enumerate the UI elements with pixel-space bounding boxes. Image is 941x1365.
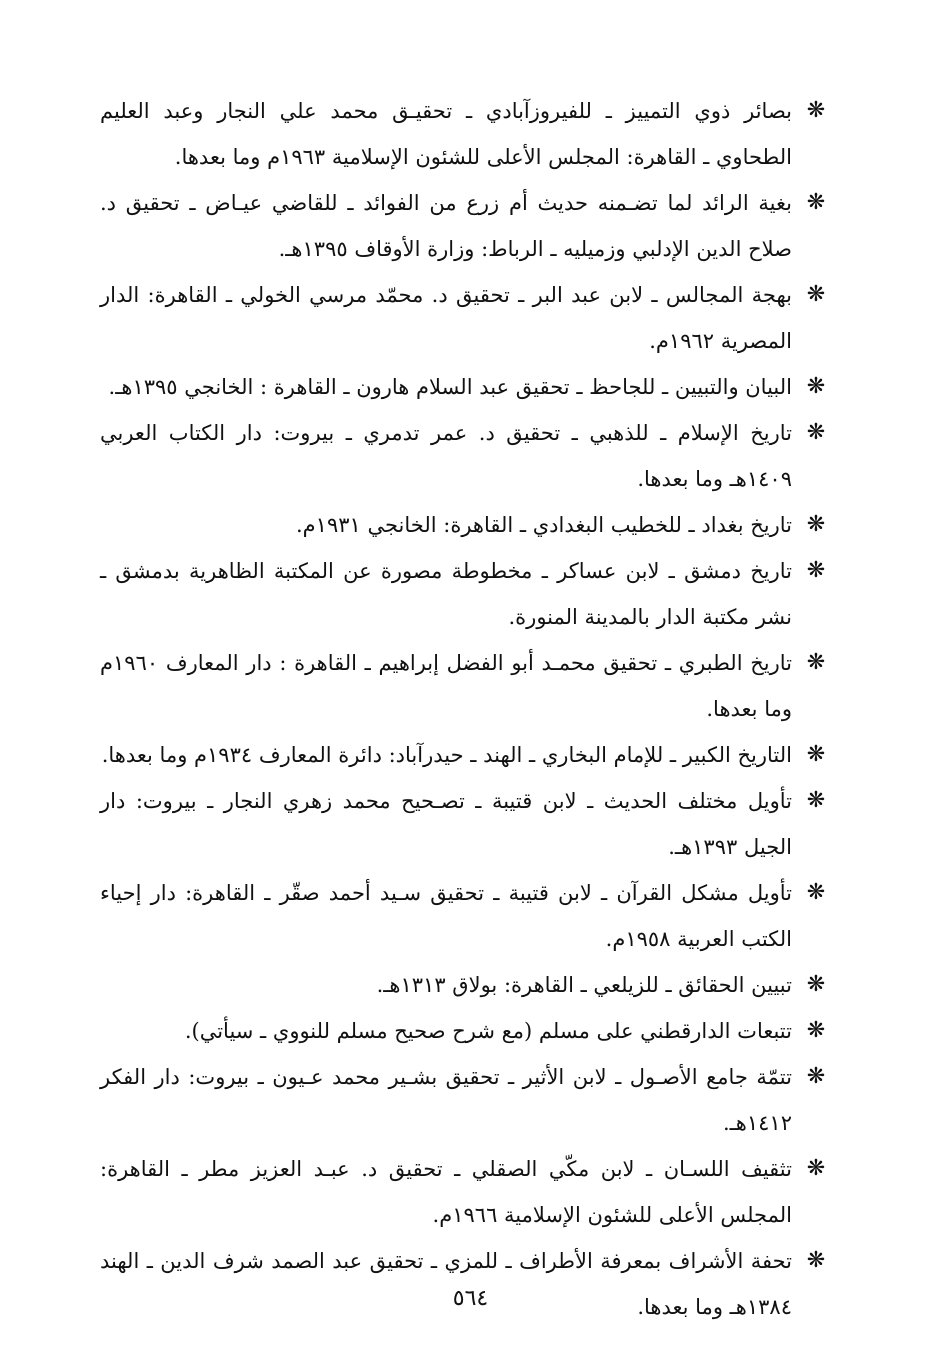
bibliography-list (100, 88, 828, 1330)
entry-text: البيان والتبيين ـ للجاحظ ـ تحقيق عبد السلام هارون ـ القاهرة : الخانجي ١٣٩٥هـ. (108, 375, 792, 399)
asterisk-bullet-icon: ❋ (806, 512, 826, 537)
bibliography-entry (100, 180, 828, 272)
asterisk-bullet-icon: ❋ (806, 282, 826, 307)
page-number: ٥٦٤ (452, 1286, 489, 1311)
entry-text: بغية الرائد لما تضـمنه حديث أم زرع من الفوائد ـ للقاضي عيـاض ـ تحقيق د. صلاح الدين الإدلبي وزميليه ـ الرباط: وزارة الأوقاف ١٣٩٥هـ. (100, 191, 792, 261)
asterisk-bullet-icon: ❋ (806, 972, 826, 997)
bibliography-entry (100, 410, 828, 502)
entry-text: تتبعات الدارقطني على مسلم (مع شرح صحيح مسلم للنووي ـ سيأتي). (184, 1019, 792, 1043)
asterisk-bullet-icon: ❋ (806, 880, 826, 905)
asterisk-bullet-icon: ❋ (806, 1018, 826, 1043)
bibliography-entry (100, 1146, 828, 1238)
entry-text: تأويل مشكل القرآن ـ لابن قتيبة ـ تحقيق سـيد أحمد صقّر ـ القاهرة: دار إحياء الكتب العربية ١٩٥٨م. (100, 881, 792, 951)
entry-text: تثقيف اللسـان ـ لابن مكّي الصقلي ـ تحقيق د. عبـد العزيز مطر ـ القاهرة: المجلس الأعلى للشئون الإسلامية ١٩٦٦م. (100, 1157, 792, 1227)
bibliography-entry (100, 1238, 828, 1330)
entry-text: تتمّة جامع الأصـول ـ لابن الأثير ـ تحقيق بشـير محمد عـيون ـ بيروت: دار الفكر ١٤١٢هـ. (100, 1065, 792, 1135)
bibliography-entry (100, 88, 828, 180)
bibliography-entry (100, 1054, 828, 1146)
asterisk-bullet-icon: ❋ (806, 1248, 826, 1273)
asterisk-bullet-icon: ❋ (806, 742, 826, 767)
entry-text: تاريخ الإسلام ـ للذهبي ـ تحقيق د. عمر تدمري ـ بيروت: دار الكتاب العربي ١٤٠٩هـ وما بعدها. (100, 421, 792, 491)
asterisk-bullet-icon: ❋ (806, 98, 826, 123)
entry-text: تبيين الحقائق ـ للزيلعي ـ القاهرة: بولاق ١٣١٣هـ. (376, 973, 792, 997)
bibliography-entry (100, 272, 828, 364)
asterisk-bullet-icon: ❋ (806, 558, 826, 583)
bibliography-entry (100, 364, 828, 410)
entry-text: تاريخ بغداد ـ للخطيب البغدادي ـ القاهرة: الخانجي ١٩٣١م. (295, 513, 792, 537)
entry-text: التاريخ الكبير ـ للإمام البخاري ـ الهند ـ حيدرآباد: دائرة المعارف ١٩٣٤م وما بعدها. (101, 743, 792, 767)
entry-text: بهجة المجالس ـ لابن عبد البر ـ تحقيق د. محمّد مرسي الخولي ـ القاهرة: الدار المصرية ١٩٦٢م. (100, 283, 792, 353)
entry-text: تأويل مختلف الحديث ـ لابن قتيبة ـ تصـحيح محمد زهري النجار ـ بيروت: دار الجيل ١٣٩٣هـ. (100, 789, 792, 859)
bibliography-entry (100, 962, 828, 1008)
asterisk-bullet-icon: ❋ (806, 420, 826, 445)
bibliography-entry (100, 640, 828, 732)
asterisk-bullet-icon: ❋ (806, 650, 826, 675)
bibliography-entry (100, 778, 828, 870)
entry-text: تاريخ دمشق ـ لابن عساكر ـ مخطوطة مصورة عن المكتبة الظاهرية بدمشق ـ نشر مكتبة الدار بالمدينة المنورة. (100, 559, 792, 629)
asterisk-bullet-icon: ❋ (806, 1064, 826, 1089)
bibliography-entry (100, 1008, 828, 1054)
entry-text: تحفة الأشراف بمعرفة الأطراف ـ للمزي ـ تحقيق عبد الصمد شرف الدين ـ الهند ١٣٨٤هـ وما بعدها. (100, 1249, 792, 1319)
asterisk-bullet-icon: ❋ (806, 374, 826, 399)
entry-text: بصائر ذوي التمييز ـ للفيروزآبادي ـ تحقيـق محمد علي النجار وعبد العليم الطحاوي ـ القاهرة: المجلس الأعلى للشئون الإسلامية ١٩٦٣م وما بعدها. (100, 99, 792, 169)
bibliography-entry (100, 548, 828, 640)
entry-text: تاريخ الطبري ـ تحقيق محمـد أبو الفضل إبراهيم ـ القاهرة : دار المعارف ١٩٦٠م وما بعدها. (100, 651, 792, 721)
bibliography-entry (100, 502, 828, 548)
asterisk-bullet-icon: ❋ (806, 190, 826, 215)
asterisk-bullet-icon: ❋ (806, 788, 826, 813)
bibliography-entry (100, 870, 828, 962)
bibliography-entry (100, 732, 828, 778)
asterisk-bullet-icon: ❋ (806, 1156, 826, 1181)
